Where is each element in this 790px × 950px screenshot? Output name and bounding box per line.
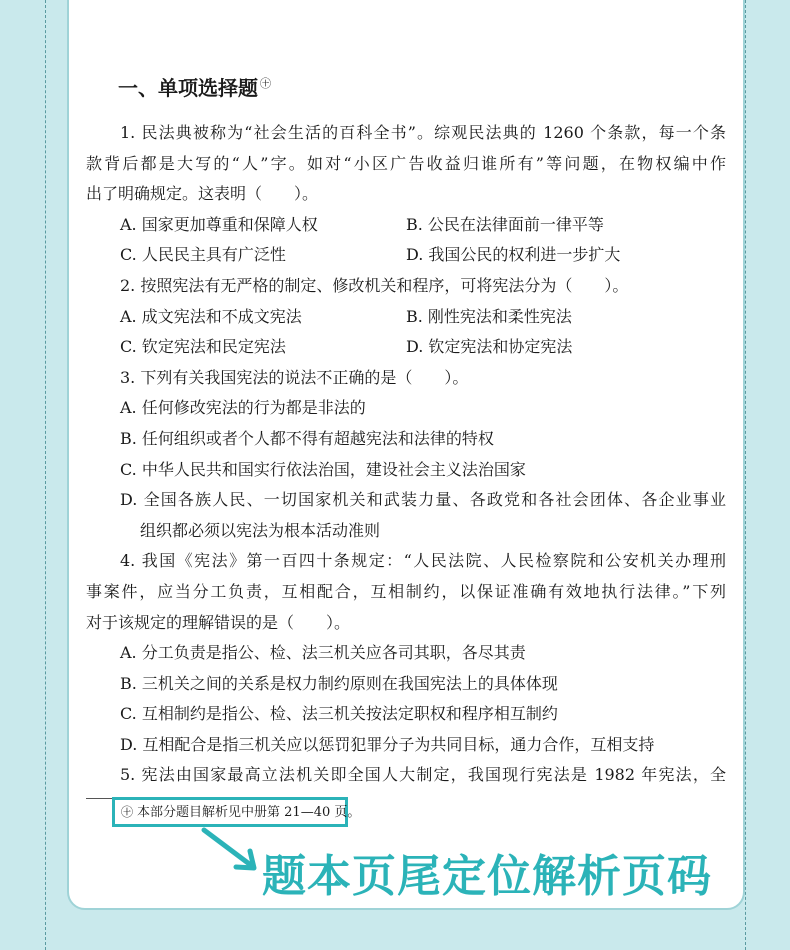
q4-stem-line-3: 对于该规定的理解错误的是（ ）。	[86, 612, 351, 632]
q3-option-a: A. 任何修改宪法的行为都是非法的	[120, 398, 366, 418]
q2-option-c: C. 钦定宪法和民定宪法	[120, 337, 286, 357]
pointer-arrow-icon	[200, 826, 262, 876]
q4-option-c: C. 互相制约是指公、检、法三机关按法定职权和程序相互制约	[120, 704, 558, 724]
q2-options-row-1	[86, 302, 726, 333]
q2-options-row-2	[86, 332, 726, 363]
q1-options-row-1	[86, 210, 726, 241]
annotation-caption: 题本页尾定位解析页码	[262, 851, 712, 902]
footnote-text: 本部分题目解析见中册第 21—40 页。	[137, 805, 361, 820]
q4-option-b: B. 三机关之间的关系是权力制约原则在我国宪法上的具体体现	[120, 673, 558, 693]
q4-option-a: A. 分工负责是指公、检、法三机关应各司其职，各尽其责	[120, 643, 526, 663]
q1-option-b: B. 公民在法律面前一律平等	[406, 214, 604, 234]
q1-option-c: C. 人民民主具有广泛性	[120, 245, 286, 265]
q1-option-d: D. 我国公民的权利进一步扩大	[406, 245, 621, 265]
q1-option-a: A. 国家更加尊重和保障人权	[120, 214, 318, 234]
q3-option-b: B. 任何组织或者个人都不得有超越宪法和法律的特权	[120, 428, 494, 448]
q1-stem-line-2: 款背后都是大写的“人”字。如对“小区广告收益归谁所有”等问题，在物权编中作	[86, 153, 726, 173]
question-list	[86, 118, 726, 791]
q5-stem-line-1: 5. 宪法由国家最高立法机关即全国人大制定，我国现行宪法是 1982 年宪法，全	[120, 765, 726, 785]
section-title: 一、单项选择题	[118, 76, 258, 100]
right-dashed-guide	[745, 0, 746, 950]
q3-option-d-continued: 组织都必须以宪法为根本活动准则	[140, 520, 381, 540]
q3-option-d: D. 全国各族人民、一切国家机关和武装力量、各政党和各社会团体、各企业事业	[120, 490, 726, 510]
footnote-highlight-box	[112, 797, 361, 827]
q3-stem: 3. 下列有关我国宪法的说法不正确的是（ ）。	[120, 367, 469, 387]
q4-option-d: D. 互相配合是指三机关应以惩罚犯罪分子为共同目标，通力合作，互相支持	[120, 734, 655, 754]
q2-option-d: D. 钦定宪法和协定宪法	[406, 337, 573, 357]
footnote-marker-icon: ㊉	[121, 805, 134, 819]
q2-option-b: B. 刚性宪法和柔性宪法	[406, 306, 572, 326]
q2-stem: 2. 按照宪法有无严格的制定、修改机关和程序，可将宪法分为（ ）。	[120, 275, 629, 295]
q1-stem-line-3: 出了明确规定。这表明（ ）。	[86, 184, 319, 204]
q4-stem-line-1: 4. 我国《宪法》第一百四十条规定：“人民法院、人民检察院和公安机关办理刑	[120, 551, 726, 571]
q2-option-a: A. 成文宪法和不成文宪法	[120, 306, 302, 326]
q4-stem-line-2: 事案件，应当分工负责，互相配合，互相制约，以保证准确有效地执行法律。”下列	[86, 581, 726, 601]
left-dashed-guide	[45, 0, 46, 950]
q3-option-c: C. 中华人民共和国实行依法治国，建设社会主义法治国家	[120, 459, 526, 479]
q1-stem-line-1: 1. 民法典被称为“社会生活的百科全书”。综观民法典的 1260 个条款，每一个条	[120, 123, 726, 142]
footnote-marker-icon: ㊉	[260, 77, 271, 90]
section-heading	[118, 72, 271, 101]
q1-options-row-2	[86, 240, 726, 271]
